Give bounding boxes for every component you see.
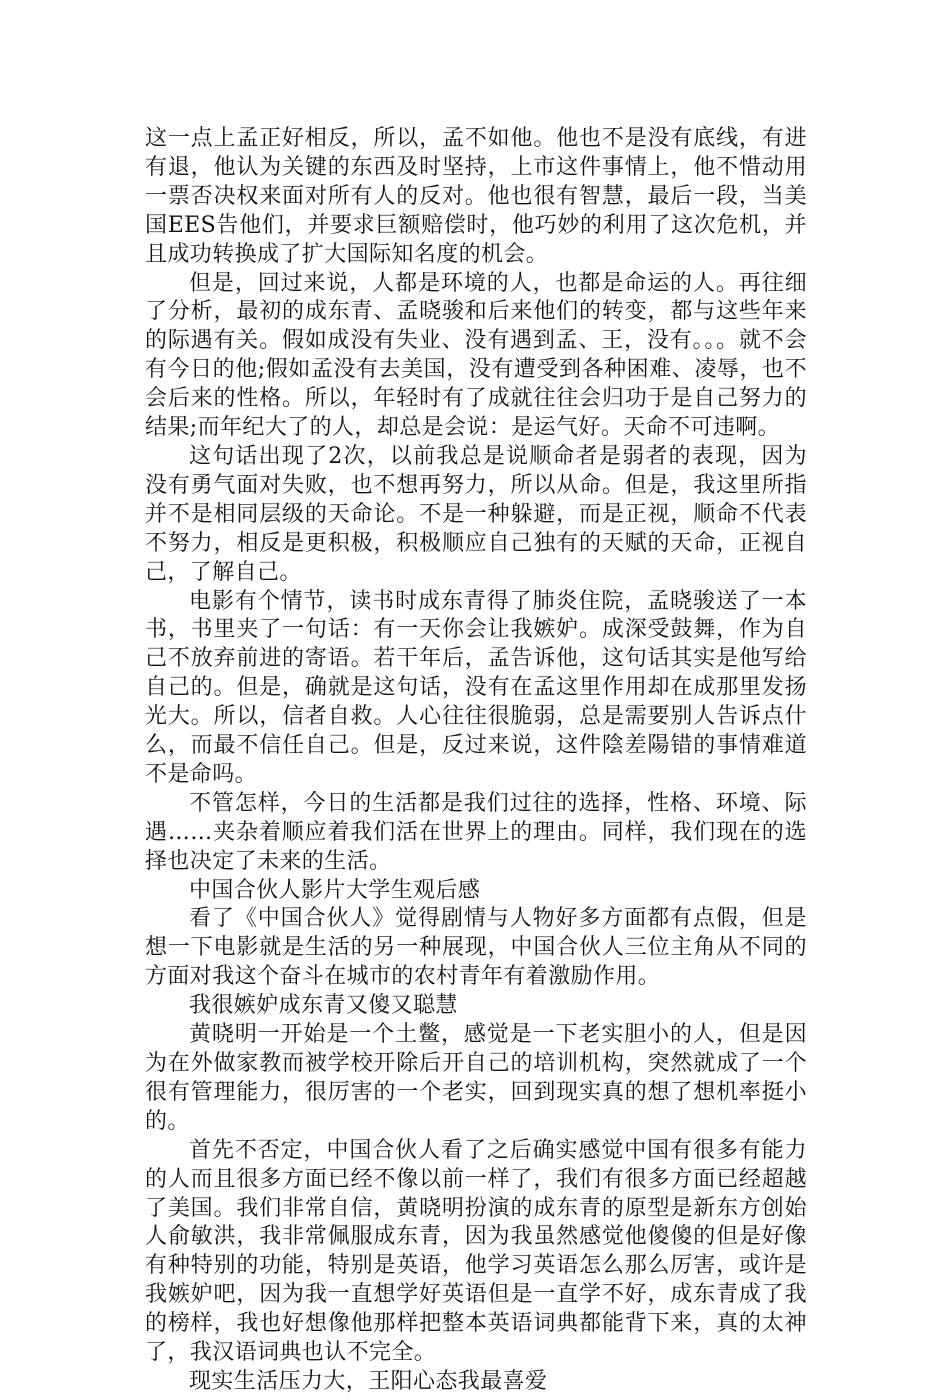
paragraph-7: 黄晓明一开始是一个土鳖，感觉是一下老实胆小的人，但是因为在外做家教而被学校开除后开自己的培训机构，突然就成了一个很有管理能力，很厉害的一个老实，回到现实真的想了想机率挺小的。 [145,1022,807,1134]
paragraph-3: 这句话出现了2次，以前我总是说顺命者是弱者的表现，因为没有勇气面对失败，也不想再努力，所以从命。但是，我这里所指并不是相同层级的天命论。不是一种躲避，而是正视，顺命不代表不努力，相反是更积极，积极顺应自己独有的天赋的天命，正视自己，了解自己。 [145,443,807,585]
paragraph-5: 不管怎样，今日的生活都是我们过往的选择，性格、环境、际遇……夹杂着顺应着我们活在世界上的理由。同样，我们现在的选择也决定了未来的生活。 [145,790,807,874]
paragraph-6: 看了《中国合伙人》觉得剧情与人物好多方面都有点假，但是想一下电影就是生活的另一种展现，中国合伙人三位主角从不同的方面对我这个奋斗在城市的农村青年有着激励作用。 [145,906,807,990]
section-heading-review: 中国合伙人影片大学生观后感 [189,877,481,903]
paragraph-8: 首先不否定，中国合伙人看了之后确实感觉中国有很多有能力的人而且很多方面已经不像以前一样了，我们有很多方面已经超越了美国。我们非常自信，黄晓明扮演的成东青的原型是新东方创始人俞敏洪，我非常佩服成东青，因为我虽然感觉他傻傻的但是好像有种特别的功能，特别是英语，他学习英语怎么那么厉害，或许是我嫉妒吧，因为我一直想学好英语但是一直学不好，成东青成了我的榜样，我也好想像他那样把整本英语词典都能背下来，真的太神了，我汉语词典也认不完全。 [145,1137,807,1366]
paragraph-2: 但是，回过来说，人都是环境的人，也都是命运的人。再往细了分析，最初的成东青、孟晓骏和后来他们的转变，都与这些年来的际遇有关。假如成没有失业、没有遇到孟、王，没有。。。就不会有今日的他;假如孟没有去美国，没有遭受到各种困难、凌辱，也不会后来的性格。所以，年轻时有了成就往往会归功于是自己努力的结果;而年纪大了的人，却总是会说：是运气好。天命不可违啊。 [145,270,807,441]
section-heading-cheng: 我很嫉妒成东青又傻又聪慧 [189,993,458,1019]
paragraph-4: 电影有个情节，读书时成东青得了肺炎住院，孟晓骏送了一本书，书里夹了一句话：有一天你会让我嫉妒。成深受鼓舞，作为自己不放弃前进的寄语。若干年后，孟告诉他，这句话其实是他写给自己的。但是，确就是这句话，没有在孟这里作用却在成那里发扬光大。所以，信者自救。人心往往很脆弱，总是需要别人告诉点什么，而最不信任自己。但是，反过来说，这件陰差陽错的事情难道不是命吗。 [145,588,807,787]
section-heading-wang: 现实生活压力大，王阳心态我最喜爱 [189,1368,548,1394]
paragraph-1: 这一点上孟正好相反，所以，孟不如他。他也不是没有底线，有进有退，他认为关键的东西及时坚持，上市这件事情上，他不惜动用一票否决权来面对所有人的反对。他也很有智慧，最后一段，当美国EES告他们，并要求巨额赔偿时，他巧妙的利用了这次危机，并且成功转换成了扩大国际知名度的机会。 [145,126,807,267]
document-body [145,125,807,1397]
